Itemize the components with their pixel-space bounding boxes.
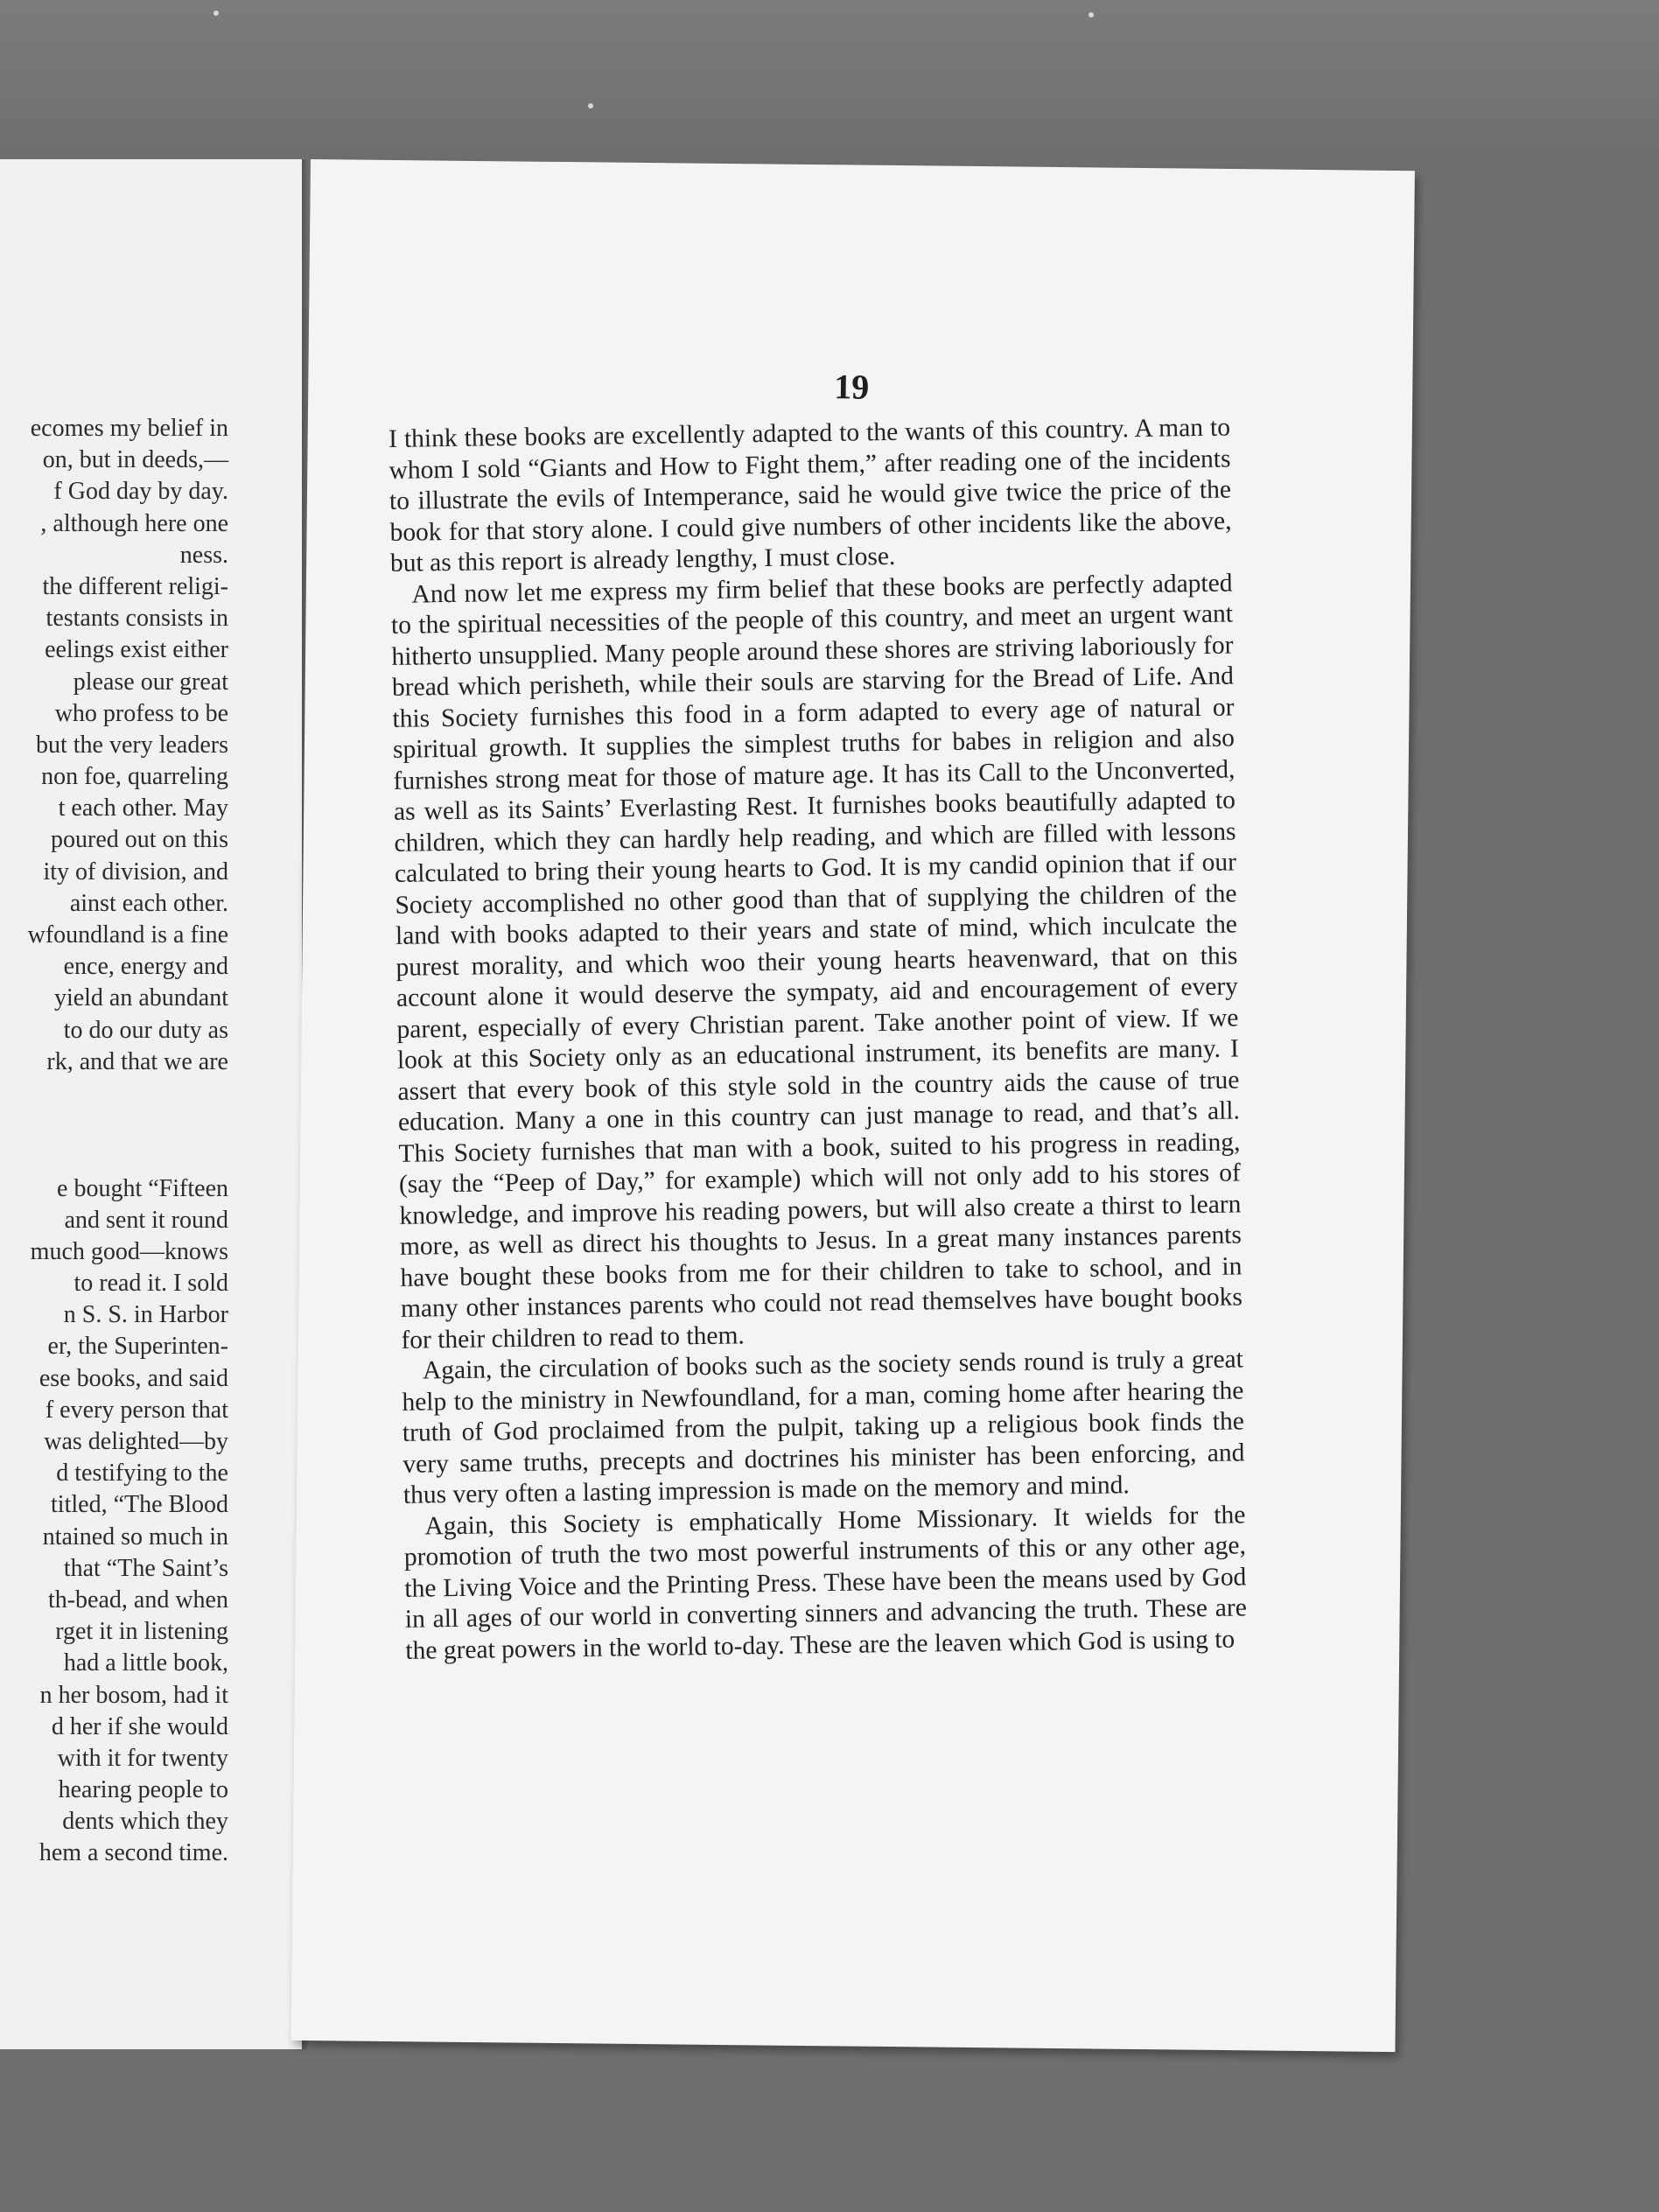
left-page-line: much good—knows <box>30 1237 228 1265</box>
left-page-line: ese books, and said <box>38 1364 228 1392</box>
left-page-line: with it for twenty <box>57 1744 228 1772</box>
dust-speck <box>588 103 593 108</box>
left-page-line: f God day by day. <box>53 478 228 506</box>
left-page-fragment <box>0 159 304 2049</box>
left-page-line: hem a second time. <box>38 1839 228 1867</box>
dust-speck <box>1088 12 1094 18</box>
left-page-line: dents which they <box>62 1808 228 1836</box>
page-body-text <box>388 413 1248 1667</box>
left-page-line: non foe, quarreling <box>41 763 228 791</box>
left-page-line <box>0 1110 228 1141</box>
left-page-line: th-bead, and when <box>47 1586 228 1614</box>
left-page-line: to read it. I sold <box>74 1270 228 1298</box>
left-page-line: poured out on this <box>51 826 228 854</box>
left-page-line: ntained so much in <box>42 1522 228 1550</box>
left-page-line: who profess to be <box>54 699 228 727</box>
left-page-line: f every person that <box>45 1396 228 1424</box>
left-page-line: the different religi- <box>42 572 228 600</box>
left-page-line: rget it in listening <box>55 1618 228 1646</box>
left-page-line: d her if she would <box>51 1712 228 1740</box>
left-page-line: please our great <box>73 668 228 696</box>
left-page-line: hearing people to <box>58 1776 228 1804</box>
paragraph: And now let me express my firm belief that these books are perfectly adapted to the spiritual necessities of the people of this country, and meet an urgent want hitherto unsupplied. Many people around these shores are striving laboriously for bread which perisheth, while their souls are starving for the Bread of Life. And this Society furnishes this food in a form adapted to every age of natural or spiritual growth. It supplies the simplest truths for babes in religion and also furnishes strong meat for those of mature age. It has its Call to the Unconverted, as well as its Saints’ Everlasting Rest. It furnishes books beautifully adapted to children, which they can hardly help reading, and which are filled with lessons calculated to bring their young hearts to God. It is my candid opinion that if our Society accomplished no other good than that of supplying the children of the land with books adapted to their years and state of mind, which inculcate the purest morality, and which woo their young hearts heavenward, that on this account alone it would deserve the sympaty, aid and encouragement of every parent, especially of every Christian parent. Take another point of view. If we look at this Society only as an educational instrument, its benefits are many. I assert that every book of this style sold in the country aids the cause of true education. Many a one in this country can just manage to read, and that’s all. This Society furnishes that man with a book, suited to his progress in reading, (say the “Peep of Day,” for example) which will not only add to his stores of knowledge, and improve his reading powers, but will also create a thirst to learn more, as well as direct his thoughts to Jesus. In a great many instances parents have bought these books from me for their children to take to school, and in many other instances parents who could not read themselves have bought books for their children to read to them. <box>390 568 1243 1354</box>
left-page-line: that “The Saint’s <box>63 1554 228 1582</box>
left-page-line: titled, “The Blood <box>51 1491 228 1519</box>
paragraph: Again, the circulation of books such as the society sends round is truly a great help to the ministry in Newfoundland, for a man, coming home after hearing the truth of God proclaimed from the pulpit, taking up a religious book finds the very same truths, precepts and doctrines his minister has been enforcing, and thus very often a lasting impression is made on the memory and mind. <box>402 1345 1245 1509</box>
left-page-line: er, the Superinten- <box>47 1333 228 1361</box>
left-page-line: yield an abundant <box>53 984 228 1012</box>
left-page-line: ecomes my belief in <box>30 415 228 442</box>
left-page-line: testants consists in <box>46 605 228 633</box>
left-page-line: to do our duty as <box>63 1016 228 1044</box>
left-page-line: e bought “Fifteen <box>57 1174 228 1202</box>
left-page-line: ness. <box>179 541 228 569</box>
dust-speck <box>214 10 219 16</box>
left-page-text <box>0 413 228 1870</box>
left-page-line: ainst each other. <box>69 889 228 917</box>
paragraph: Again, this Society is emphatically Home Missionary. It wields for the promotion of truth the two most powerful instruments of this or any other age, the Living Voice and the Printing Press. These have been the means used by God in all ages of our world in converting sinners and advancing the truth. These are the great powers in the world to-day. These are the leaven which God is using to <box>403 1500 1248 1665</box>
left-page-line: n her bosom, had it <box>39 1681 228 1709</box>
left-page-line <box>0 1078 228 1110</box>
right-page <box>290 159 1414 2052</box>
left-page-line: , although here one <box>40 509 228 537</box>
left-page-line: had a little book, <box>63 1649 228 1677</box>
left-page-line <box>0 1141 228 1172</box>
left-page-line: but the very leaders <box>35 731 228 759</box>
left-page-line: wfoundland is a fine <box>27 921 228 948</box>
scan-background <box>0 0 1659 158</box>
left-page-line: ity of division, and <box>43 858 228 886</box>
left-page-line: n S. S. in Harbor <box>63 1301 228 1329</box>
paragraph: I think these books are excellently adapted to the wants of this country. A man to whom I sold “Giants and How to Fight them,” after reading one of the incidents to illustrate the evils of Intemperance, said he would give twice the price of the book for that story alone. I could give numbers of other incidents like the above, but as this report is already lengthy, I must close. <box>388 413 1232 578</box>
page-number: 19 <box>834 367 870 407</box>
left-page-line: and sent it round <box>64 1206 228 1234</box>
left-page-line: on, but in deeds,— <box>42 446 228 474</box>
left-page-line: d testifying to the <box>56 1460 228 1488</box>
left-page-line: ence, energy and <box>63 953 228 981</box>
left-page-line: eelings exist either <box>45 636 228 664</box>
left-page-line: t each other. May <box>58 794 228 822</box>
left-page-line: rk, and that we are <box>46 1047 228 1075</box>
left-page-line: was delighted—by <box>44 1428 228 1455</box>
